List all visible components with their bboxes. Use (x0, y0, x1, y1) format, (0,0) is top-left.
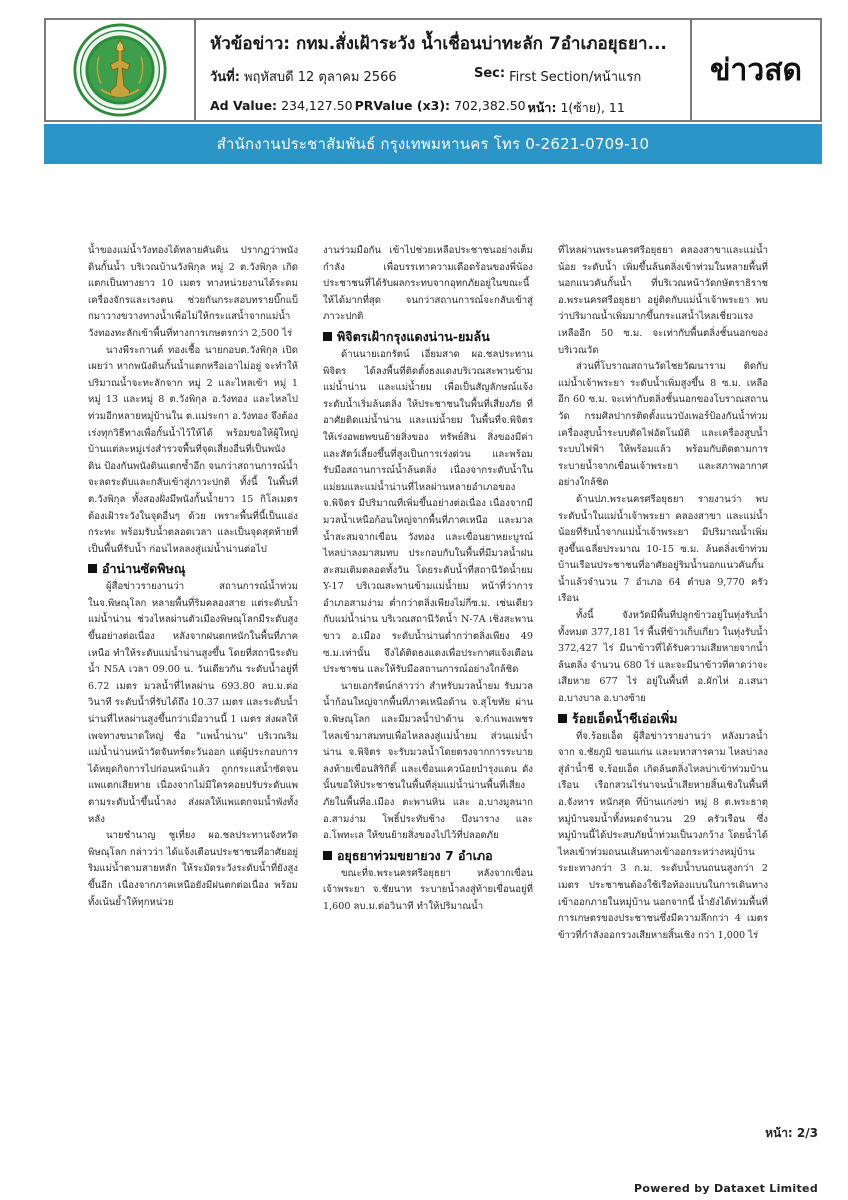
article-paragraph: ที่ไหลผ่านพระนครศรีอยุธยา คลองสาขาและแม่น้ำน้อย ระดับน้ำ เพิ่มขึ้นล้นตลิ่งเข้าท่วมในหลายพื้นที่ นอกแนวคันกั้นน้ำ ที่บริเวณหน้าวัดกษัตราธิราช อ.พระนครศรีอยุธยา อยู่ติดกับแม่น้ำเจ้าพระยา พบว่าปริมาณน้ำเพิ่มมากขึ้นกระแสน้ำไหลเชี่ยวแรง เหลืออีก 50 ซ.ม. จะเท่ากับพื้นตลิ่งชั้นนอกของบริเวณวัด (558, 245, 768, 356)
article-column-3 (558, 243, 768, 1043)
ad-value: 234,127.50 (281, 98, 353, 113)
bullet-square-icon (323, 851, 332, 860)
contact-banner: สำนักงานประชาสัมพันธ์ กรุงเทพมหานคร โทร 0-2621-0709-10 (44, 124, 822, 164)
date-label: วันที่: (210, 70, 240, 85)
article-paragraph: งานร่วมมือกัน เข้าไปช่วยเหลือประชาชนอย่างเต็มกำลัง เพื่อบรรเทาความเดือดร้อนของพี่น้องประชาชนที่ได้รับผลกระทบจากอุทกภัยอยู่ในขณะนี้ให้ได้มากที่สุด จนกว่าสถานการณ์จะกลับเข้าสู่ภาวะปกติ (323, 245, 533, 323)
value-row (210, 98, 680, 118)
article-paragraph: ด้านปภ.พระนครศรีอยุธยา รายงานว่า พบระดับน้ำในแม่น้ำเจ้าพระยา คลองสาขา และแม่น้ำน้อยที่รับน้ำจากแม่น้ำเจ้าพระยา มีปริมาณน้ำเพิ่มสูงขึ้นเฉลี่ยประมาณ 10-15 ซ.ม. ล้นตลิ่งเข้าท่วมบ้านเรือนประชาชนที่อาศัยอยู่ริมน้ำนอกแนวคันกั้นน้ำแล้วจำนวน 7 อำเภอ 64 ตำบล 9,770 ครัวเรือน (558, 493, 768, 605)
bullet-square-icon (558, 714, 567, 723)
bullet-square-icon (88, 564, 97, 573)
ad-value-label: Ad Value: (210, 98, 278, 113)
article-paragraph: นางพีระกานต์ ทองเชื้อ นายกอบต.วังพิกุล เปิดเผยว่า หากพนังดินกั้นน้ำแตกหรือเอาไม่อยู่ จะทำให้ปริมาณน้ำจะทะลักจาก หมู่ 2 และไหลเข้า หมู่ 1 หมู่ 13 และหมู่ 8 ต.วังพิกุล อ.วังทอง และไหลไปท่วมอีกหลายหมู่บ้านใน ต.แม่ระกา อ.วังทอง จึงต้องเร่งทุกวิธีทางเพื่อกั้นน้ำไว้ให้ได้ พร้อมขอให้ผู้ใหญ่บ้านแต่ละหมู่เร่งสำรวจพื้นที่จุดเสี่ยงอื่นที่เป็นพนังดิน ป้องกันพนังดินแตกซ้ำอีก จนกว่าสถานการณ์น้ำจะลดระดับและกลับเข้าสู่ภาวะปกติ ทั้งนี้ ในพื้นที่ ต.วังพิกุล ทั้งสองฝั่งมีพนังกั้นน้ำยาว 15 กิโลเมตร ต้องเฝ้าระวังในจุดอื่นๆ ด้วย เพราะพื้นที่นี้เป็นแอ่งกระทะ พร้อมรับน้ำตลอดเวลา และเป็นจุดสุดท้ายที่เป็นพื้นที่รับน้ำ ก่อนไหลลงสู่แม่น้ำน่านต่อไป (88, 344, 298, 555)
bullet-square-icon (323, 332, 332, 341)
section-heading (323, 328, 533, 346)
date-value: พฤหัสบดี 12 ตุลาคม 2566 (243, 70, 397, 85)
article-paragraph: น้ำของแม่น้ำวังทองได้ทลายคันดิน ปรากฏว่าพนังดินกั้นน้ำ บริเวณบ้านวังพิกุล หมู่ 2 ต.วังพิกุล เกิดแตกเป็นทางยาว 10 เมตร ทางหน่วยงานได้ระดมเครื่องจักรและเรงตน ช่วยกันกระสอบทรายบิ๊กแบ็กมาวางขวางทางน้ำเพื่อไม่ให้กระแสน้ำจากแม่น้ำวังทองทะลักเข้าพื้นที่ทางการเกษตรกว่า 2,500 ไร่ (88, 245, 298, 339)
bangkok-city-seal-icon (72, 22, 168, 118)
clipping-header (44, 18, 822, 122)
article-paragraph: ทั้งนี้ จังหวัดมีพื้นที่ปลูกข้าวอยู่ในทุ่งรับน้ำทั้งหมด 377,181 ไร่ พื้นที่ข้าวเก็บเกี่ยว ในทุ่งรับน้ำ 372,427 ไร่ มีนาข้าวที่ได้รับความเสียหายจากน้ำล้นตลิ่ง จำนวน 680 ไร่ และจะมีนาข้าวที่คาดว่าจะเสียหาย 677 ไร่ อยู่ในพื้นที่ อ.ผักไห่ อ.เสนา อ.บางบาล อ.บางซ้าย (558, 610, 768, 705)
page-value: 1(ซ้าย), 11 (560, 100, 625, 115)
article-column-2 (323, 243, 533, 1043)
article-paragraph: นายเอกรัตน์กล่าวว่า สำหรับมวลน้ำยม รับมวลน้ำก้อนใหญ่จากพื้นที่ภาคเหนือด้าน จ.สุโขทัย ผ่านจ.พิษณุโลก และมีมวลน้ำป่าด้าน จ.กำแพงเพชร ไหลเข้ามาสมทบเพื่อไหลลงสู่แม่น้ำยม ส่วนแม่น้ำน่าน จ.พิจิตร จะรับมวลน้ำโดยตรงจากการระบายลงท้ายเขื่อนสิริกิติ์ และเขื่อนแควน้อยบำรุงแดน ดังนั้นขอให้ประชาชนในพื้นที่ลุ่มแม่น้ำน่านพื้นที่เสี่ยงภัยในพื้นที่อ.เมือง ตะพานหิน และ อ.บางมูลนาก อ.สามง่าม โพธิ์ประทับช้าง บึงนาราง และ อ.โพทะเล ให้ขนย้ายสิ่งของไปไว้ที่ปลอดภัย (323, 680, 533, 842)
article-paragraph: ด้านนายเอกรัตน์ เอี่ยมสาด ผอ.ชลประทานพิจิตร ได้ลงพื้นที่ติดตั้งธงแดงบริเวณสะพานข้าม แม่น้ำน่าน และแม่น้ำยม เพื่อเป็นสัญลักษณ์แจ้งระดับน้ำเริ่มล้นตลิ่ง ให้ประชาชนในพื้นที่เสี่ยงภัย ที่อาศัยติดแม่น้ำน่าน และแม่น้ำยม ในพื้นที่จ.พิจิตร ให้เร่งอพยพขนย้ายสิ่งของ ทรัพย์สิน สิ่งของมีค่าและสัตว์เลี้ยงขึ้นที่สูงเป็นการเร่งด่วน และพร้อมรับมือสถานการณ์น้ำล้นตลิ่ง เนื่องจากระดับน้ำในแม่ยมและแม่น้ำน่านที่ไหลผ่านหลายอำเภอของ จ.พิจิตร มีปริมาณที่เพิ่มขึ้นอย่างต่อเนื่อง เนื่องจากมีมวลน้ำเหนือก้อนใหญ่จากพื้นที่ภาคเหนือ และมวลน้ำสะสมจากเขื่อน วังทอง และเขื่อนยาหยะบูรณ์ไหลบ่าลงมาสมทบ ประกอบกับในพื้นที่มีมวลน้ำฝนสะสมเติมตลอดทั้งวัน โดยระดับน้ำที่สถานีวัดน้ำยม Y-17 บริเวณสะพานข้ามแม่น้ำยม หน้าที่ว่าการอำเภอสามง่าม ต่ำกว่าตลิ่งเพียงไม่กี่ซ.ม. เช่นเดียวกับแม่น้ำน่าน บริเวณสถานีวัดน้ำ N-7A เชิงสะพานขาว อ.เมือง ระดับน้ำน่านต่ำกว่าตลิ่งเพียง 49 ซ.ม.เท่านั้น จึงได้ติดธงแดงเพื่อประกาศแจ้งเตือนประชาชน และให้รับมือสถานการณ์อย่างใกล้ชิด (323, 348, 533, 676)
section-label: Sec: (473, 66, 506, 81)
section-heading-text: ร้อยเอ็ดน้ำชีเอ่อเพิ่ม (572, 710, 678, 726)
page-label: หน้า: (527, 100, 557, 115)
clipping-info (196, 20, 692, 120)
article-paragraph: นายชำนาญ ชูเที่ยง ผอ.ชลประทานจังหวัดพิษณุโลก กล่าวว่า ได้แจ้งเตือนประชาชนที่อาศัยอยู่ริมแม่น้ำตามสายหลัก ให้ระมัดระวังระดับน้ำที่ยังสูงขึ้นอีก เนื่องจากภาคเหนือยังมีฝนตกต่อเนื่อง พร้อมทั้งเน้นย้ำให้ทุกหน่วย (88, 830, 298, 908)
article-paragraph: ขณะที่จ.พระนครศรีอยุธยา หลังจากเขื่อนเจ้าพระยา จ.ชัยนาท ระบายน้ำลงสู่ท้ายเขื่อนอยู่ที่ 1,600 ลบ.ม.ต่อวินาที ทำให้ปริมาณน้ำ (323, 867, 533, 912)
publication-tag: ข่าวสด (710, 52, 802, 88)
powered-by-footer: Powered by Dataxet Limited (634, 1182, 818, 1195)
section-heading-text: อยุธยาท่วมขยายวง 7 อำเภอ (337, 847, 493, 863)
date-section-row (210, 66, 680, 87)
headline-label: หัวข้อข่าว: (210, 34, 291, 54)
section-heading (323, 847, 533, 865)
section-heading (558, 710, 768, 728)
section-value: First Section/หน้าแรก (509, 70, 642, 85)
logo-box (46, 20, 196, 120)
section-heading-text: อำน่านซัดพิษณุ (102, 561, 186, 577)
section-heading (88, 560, 298, 578)
pr-value: 702,382.50 (454, 98, 526, 113)
page-number: หน้า: 2/3 (765, 1126, 818, 1140)
headline-row (210, 30, 680, 57)
headline-text: กทม.สั่งเฝ้าระวัง น้ำเชื่อนบ่าทะลัก 7อำเภอยุธยา... (296, 34, 667, 54)
section-heading-text: พิจิตรเฝ้ากรุงแดงน่าน-ยมล้น (337, 328, 490, 344)
pr-value-label: PRValue (x3): (354, 98, 451, 113)
article-body (88, 243, 768, 1043)
article-paragraph: ผู้สื่อข่าวรายงานว่า สถานการณ์น้ำท่วมในจ.พิษณุโลก หลายพื้นที่ริมคลองสาย แต่ระดับน้ำแม่น้ำน่าน ช่วงไหลผ่านตัวเมืองพิษณุโลกมีระดับสูงขึ้นอย่างต่อเนื่อง หลังจากฝนตกหนักในพื้นที่ภาคเหนือ ทำให้ระดับแม่น้ำน่านสูงขึ้น โดยที่สถานีระดับน้ำ N5A เวลา 09.00 น. วันเดียวกัน ระดับน้ำอยู่ที่ 6.72 เมตร มวลน้ำที่ไหลผ่าน 693.80 ลบ.ม.ต่อวินาที ระดับน้ำที่รับได้ถึง 10.37 เมตร และระดับน้ำน่านที่ไหลผ่านสูงขึ้นกว่าเมื่อวานนี้ 1 เมตร ส่งผลให้เพจทางขนาดใหญ่ ชื่อ "แพน้ำน่าน" บริเวณริมแม่น้ำน่านหน้าวัดจันทร์ตะวันออก แต่ผู้ประกอบการได้หยุดกิจการไปก่อนหน้าแล้ว ถูกกระแสน้ำซัดจนแพแตกเสียหาย เนื่องจากไม่มีใครคอยปรับระดับแพตามระดับน้ำขึ้นน้ำลง ส่งผลให้แพแตกจมน้ำพังทั้งหลัง (88, 581, 298, 825)
article-paragraph: ส่วนที่โบราณสถานวัดไชยวัฒนาราม ติดกับแม่น้ำเจ้าพระยา ระดับน้ำเพิ่มสูงขึ้น 8 ซ.ม. เหลืออีก 60 ซ.ม. จะเท่ากับตลิ่งชั้นนอกของโบราณสถานวัด กรมศิลปากรติดตั้งแนวบังเพอร์ป้องกันน้ำท่วมเครื่องสูบน้ำระบบตัดไฟอัตโนมัติ และเครื่องสูบน้ำระบบไฟฟ้า ให้พร้อมแล้ว พร้อมกับติดตามการระบายน้ำจากเขื่อนเจ้าพระยา และสภาพอากาศอย่างใกล้ชิด (558, 361, 768, 489)
article-paragraph: ที่จ.ร้อยเอ็ด ผู้สื่อข่าวรายงานว่า หลังมวลน้ำจาก จ.ชัยภูมิ ขอนแก่น และมหาสารคาม ไหลบ่าลงสู่ลำน้ำชี จ.ร้อยเอ็ด เกิดล้นตลิ่งไหลบ่าเข้าท่วมบ้านเรือน เรือกสวนไร่นาจนน้ำเสียหายสิ้นเชิงในพื้นที่ อ.จังหาร หนักสุด ที่บ้านแก่งข่า หมู่ 8 ต.พระธาตุ หมู่บ้านจมน้ำทั้งหมดจำนวน 29 ครัวเรือน ซึ่งหมู่บ้านนี้ได้ประสบภัยน้ำท่วมเป็นวงกว้าง โดยน้ำได้ไหลเข้าท่วมถนนเส้นทางเข้าออกระหว่างหมู่บ้านระยะทางกว่า 3 ก.ม. ระดับน้ำบนถนนสูงกว่า 2 เมตร ประชาชนต้องใช้เรือท้องแบนในการเดินทางเข้าออกภายในหมู่บ้าน นอกจากนี้ น้ำยังได้ท่วมพื้นที่การเกษตรของประชาชนซึ่งมีความลึกกว่า 4 เมตร ข้าวที่กำลังออกรวงเสียหายสิ้นเชิง กว่า 1,000 ไร่ (558, 730, 768, 941)
article-column-1 (88, 243, 298, 1043)
